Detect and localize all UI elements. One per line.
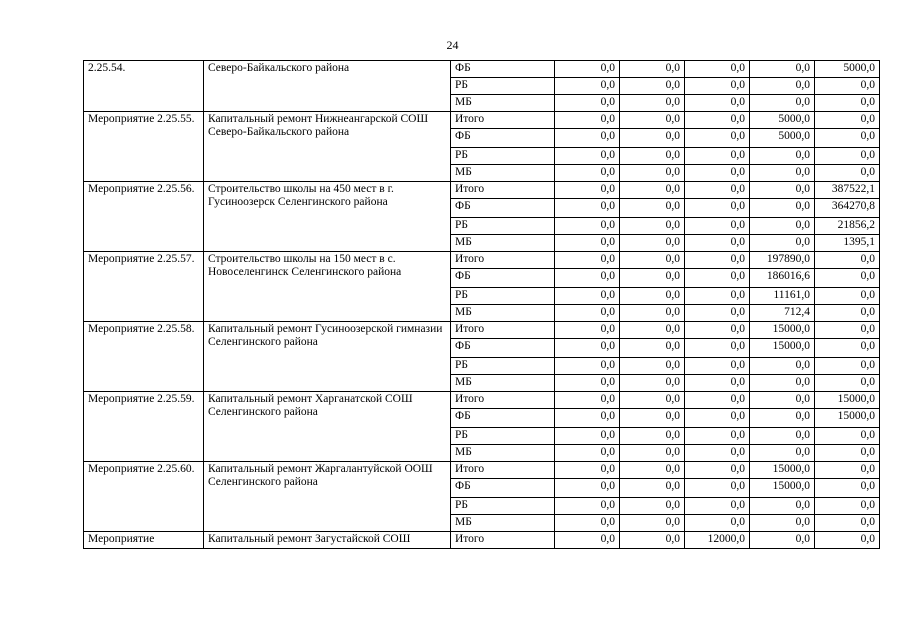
- amount-cell: 0,0: [555, 532, 620, 549]
- amount-cell: 0,0: [620, 515, 685, 532]
- amount-cell: 0,0: [815, 95, 880, 112]
- funding-source-cell: РБ: [451, 78, 555, 95]
- amount-cell: 0,0: [685, 269, 750, 288]
- amount-cell: 0,0: [750, 182, 815, 199]
- amount-cell: 0,0: [620, 479, 685, 498]
- amount-cell: 0,0: [555, 498, 620, 515]
- amount-cell: 0,0: [815, 269, 880, 288]
- funding-source-cell: МБ: [451, 375, 555, 392]
- funding-source-cell: РБ: [451, 498, 555, 515]
- amount-cell: 0,0: [555, 375, 620, 392]
- amount-cell: 0,0: [815, 428, 880, 445]
- measure-name-cell: Капитальный ремонт Гусиноозерской гимназии Селенгинского района: [204, 322, 451, 392]
- funding-source-cell: МБ: [451, 235, 555, 252]
- amount-cell: 0,0: [750, 445, 815, 462]
- amount-cell: 0,0: [555, 428, 620, 445]
- amount-cell: 0,0: [620, 305, 685, 322]
- amount-cell: 15000,0: [815, 392, 880, 409]
- funding-source-cell: ФБ: [451, 199, 555, 218]
- amount-cell: 0,0: [815, 339, 880, 358]
- table-row: [84, 252, 880, 269]
- amount-cell: 0,0: [620, 182, 685, 199]
- amount-cell: 11161,0: [750, 288, 815, 305]
- amount-cell: 0,0: [815, 375, 880, 392]
- amount-cell: 0,0: [685, 339, 750, 358]
- amount-cell: 0,0: [815, 288, 880, 305]
- amount-cell: 5000,0: [750, 112, 815, 129]
- amount-cell: 0,0: [685, 78, 750, 95]
- measure-code-cell: Мероприятие 2.25.59.: [84, 392, 204, 462]
- measure-code-cell: Мероприятие 2.25.58.: [84, 322, 204, 392]
- amount-cell: 15000,0: [750, 462, 815, 479]
- funding-source-cell: МБ: [451, 445, 555, 462]
- amount-cell: 0,0: [555, 148, 620, 165]
- funding-source-cell: РБ: [451, 288, 555, 305]
- amount-cell: 0,0: [620, 165, 685, 182]
- amount-cell: 0,0: [620, 112, 685, 129]
- amount-cell: 0,0: [815, 532, 880, 549]
- amount-cell: 15000,0: [750, 339, 815, 358]
- measure-name-cell: Северо-Байкальского района: [204, 61, 451, 112]
- amount-cell: 0,0: [685, 148, 750, 165]
- amount-cell: 0,0: [620, 428, 685, 445]
- amount-cell: 0,0: [555, 288, 620, 305]
- amount-cell: 0,0: [685, 358, 750, 375]
- amount-cell: 0,0: [815, 129, 880, 148]
- amount-cell: 0,0: [750, 409, 815, 428]
- amount-cell: 0,0: [620, 95, 685, 112]
- funding-source-cell: ФБ: [451, 339, 555, 358]
- amount-cell: 0,0: [555, 112, 620, 129]
- amount-cell: 0,0: [620, 218, 685, 235]
- amount-cell: 0,0: [815, 305, 880, 322]
- amount-cell: 0,0: [685, 165, 750, 182]
- measure-code-cell: 2.25.54.: [84, 61, 204, 112]
- amount-cell: 0,0: [685, 218, 750, 235]
- measure-code-cell: Мероприятие: [84, 532, 204, 549]
- amount-cell: 387522,1: [815, 182, 880, 199]
- amount-cell: 0,0: [620, 375, 685, 392]
- funding-source-cell: ФБ: [451, 269, 555, 288]
- amount-cell: 0,0: [815, 148, 880, 165]
- amount-cell: 0,0: [685, 322, 750, 339]
- amount-cell: 15000,0: [750, 479, 815, 498]
- amount-cell: 0,0: [620, 78, 685, 95]
- amount-cell: 0,0: [555, 358, 620, 375]
- amount-cell: 197890,0: [750, 252, 815, 269]
- amount-cell: 12000,0: [685, 532, 750, 549]
- amount-cell: 0,0: [750, 375, 815, 392]
- funding-source-cell: Итого: [451, 112, 555, 129]
- amount-cell: 21856,2: [815, 218, 880, 235]
- funding-source-cell: РБ: [451, 428, 555, 445]
- amount-cell: 0,0: [815, 322, 880, 339]
- amount-cell: 0,0: [815, 498, 880, 515]
- amount-cell: 0,0: [815, 462, 880, 479]
- amount-cell: 0,0: [750, 95, 815, 112]
- amount-cell: 0,0: [555, 392, 620, 409]
- amount-cell: 0,0: [750, 358, 815, 375]
- amount-cell: 0,0: [555, 165, 620, 182]
- table-row: [84, 322, 880, 339]
- amount-cell: 15000,0: [750, 322, 815, 339]
- funding-source-cell: Итого: [451, 532, 555, 549]
- amount-cell: 0,0: [750, 235, 815, 252]
- amount-cell: 0,0: [750, 532, 815, 549]
- table-body: [84, 61, 880, 549]
- amount-cell: 0,0: [750, 218, 815, 235]
- amount-cell: 0,0: [685, 392, 750, 409]
- table-row: [84, 112, 880, 129]
- table-row: [84, 61, 880, 78]
- amount-cell: 0,0: [750, 515, 815, 532]
- amount-cell: 0,0: [555, 515, 620, 532]
- amount-cell: 0,0: [620, 358, 685, 375]
- amount-cell: 0,0: [750, 148, 815, 165]
- amount-cell: 0,0: [750, 61, 815, 78]
- funding-source-cell: МБ: [451, 95, 555, 112]
- measure-name-cell: Капитальный ремонт Загустайской СОШ: [204, 532, 451, 549]
- amount-cell: 0,0: [815, 78, 880, 95]
- amount-cell: 0,0: [685, 498, 750, 515]
- amount-cell: 5000,0: [750, 129, 815, 148]
- amount-cell: 0,0: [620, 392, 685, 409]
- amount-cell: 0,0: [685, 252, 750, 269]
- amount-cell: 0,0: [555, 322, 620, 339]
- amount-cell: 0,0: [620, 129, 685, 148]
- amount-cell: 0,0: [555, 305, 620, 322]
- amount-cell: 0,0: [685, 129, 750, 148]
- amount-cell: 0,0: [555, 252, 620, 269]
- amount-cell: 0,0: [555, 479, 620, 498]
- amount-cell: 0,0: [750, 392, 815, 409]
- amount-cell: 0,0: [750, 199, 815, 218]
- amount-cell: 0,0: [815, 358, 880, 375]
- funding-source-cell: Итого: [451, 392, 555, 409]
- amount-cell: 0,0: [620, 498, 685, 515]
- funding-source-cell: Итого: [451, 462, 555, 479]
- amount-cell: 0,0: [750, 165, 815, 182]
- funding-source-cell: МБ: [451, 165, 555, 182]
- amount-cell: 0,0: [815, 479, 880, 498]
- amount-cell: 0,0: [685, 409, 750, 428]
- measure-code-cell: Мероприятие 2.25.57.: [84, 252, 204, 322]
- amount-cell: 0,0: [620, 532, 685, 549]
- amount-cell: 0,0: [620, 339, 685, 358]
- measure-name-cell: Капитальный ремонт Жаргалантуйской ООШ Селенгинского района: [204, 462, 451, 532]
- page-number: 24: [446, 38, 459, 52]
- amount-cell: 0,0: [685, 288, 750, 305]
- funding-source-cell: МБ: [451, 305, 555, 322]
- amount-cell: 0,0: [555, 199, 620, 218]
- amount-cell: 1395,1: [815, 235, 880, 252]
- funding-source-cell: МБ: [451, 515, 555, 532]
- funding-source-cell: ФБ: [451, 129, 555, 148]
- amount-cell: 0,0: [815, 252, 880, 269]
- amount-cell: 364270,8: [815, 199, 880, 218]
- amount-cell: 15000,0: [815, 409, 880, 428]
- measure-name-cell: Строительство школы на 150 мест в с. Новоселенгинск Селенгинского района: [204, 252, 451, 322]
- amount-cell: 0,0: [555, 129, 620, 148]
- amount-cell: 0,0: [555, 182, 620, 199]
- amount-cell: 0,0: [750, 428, 815, 445]
- budget-table: [83, 60, 880, 549]
- funding-source-cell: ФБ: [451, 61, 555, 78]
- funding-source-cell: РБ: [451, 218, 555, 235]
- amount-cell: 0,0: [555, 445, 620, 462]
- measure-code-cell: Мероприятие 2.25.56.: [84, 182, 204, 252]
- amount-cell: 0,0: [620, 235, 685, 252]
- amount-cell: 0,0: [750, 498, 815, 515]
- amount-cell: 0,0: [750, 78, 815, 95]
- table-row: [84, 182, 880, 199]
- amount-cell: 0,0: [620, 322, 685, 339]
- amount-cell: 0,0: [620, 252, 685, 269]
- amount-cell: 0,0: [685, 199, 750, 218]
- amount-cell: 0,0: [685, 445, 750, 462]
- amount-cell: 5000,0: [815, 61, 880, 78]
- amount-cell: 0,0: [555, 339, 620, 358]
- amount-cell: 0,0: [685, 479, 750, 498]
- amount-cell: 0,0: [620, 269, 685, 288]
- amount-cell: 0,0: [555, 95, 620, 112]
- funding-source-cell: РБ: [451, 358, 555, 375]
- amount-cell: 0,0: [555, 409, 620, 428]
- amount-cell: 0,0: [685, 462, 750, 479]
- amount-cell: 0,0: [685, 515, 750, 532]
- measure-name-cell: Капитальный ремонт Харганатской СОШ Селенгинского района: [204, 392, 451, 462]
- amount-cell: 0,0: [620, 288, 685, 305]
- table-row: [84, 532, 880, 549]
- amount-cell: 186016,6: [750, 269, 815, 288]
- measure-code-cell: Мероприятие 2.25.55.: [84, 112, 204, 182]
- table-row: [84, 462, 880, 479]
- amount-cell: 0,0: [620, 462, 685, 479]
- funding-source-cell: ФБ: [451, 409, 555, 428]
- measure-code-cell: Мероприятие 2.25.60.: [84, 462, 204, 532]
- funding-source-cell: Итого: [451, 252, 555, 269]
- amount-cell: 0,0: [620, 409, 685, 428]
- amount-cell: 0,0: [555, 218, 620, 235]
- measure-name-cell: Строительство школы на 450 мест в г. Гусиноозерск Селенгинского района: [204, 182, 451, 252]
- amount-cell: 0,0: [685, 235, 750, 252]
- amount-cell: 0,0: [815, 515, 880, 532]
- amount-cell: 0,0: [620, 148, 685, 165]
- measure-name-cell: Капитальный ремонт Нижнеангарской СОШ Северо-Байкальского района: [204, 112, 451, 182]
- amount-cell: 0,0: [620, 445, 685, 462]
- amount-cell: 0,0: [620, 61, 685, 78]
- funding-source-cell: Итого: [451, 182, 555, 199]
- funding-source-cell: РБ: [451, 148, 555, 165]
- amount-cell: 0,0: [685, 428, 750, 445]
- amount-cell: 0,0: [555, 462, 620, 479]
- amount-cell: 0,0: [685, 305, 750, 322]
- amount-cell: 0,0: [685, 182, 750, 199]
- table-row: [84, 392, 880, 409]
- amount-cell: 0,0: [555, 78, 620, 95]
- funding-source-cell: Итого: [451, 322, 555, 339]
- amount-cell: 0,0: [685, 112, 750, 129]
- amount-cell: 0,0: [685, 375, 750, 392]
- amount-cell: 0,0: [815, 112, 880, 129]
- funding-source-cell: ФБ: [451, 479, 555, 498]
- amount-cell: 0,0: [555, 235, 620, 252]
- amount-cell: 0,0: [620, 199, 685, 218]
- amount-cell: 0,0: [555, 61, 620, 78]
- amount-cell: 0,0: [815, 445, 880, 462]
- amount-cell: 0,0: [815, 165, 880, 182]
- amount-cell: 0,0: [685, 61, 750, 78]
- amount-cell: 0,0: [555, 269, 620, 288]
- amount-cell: 712,4: [750, 305, 815, 322]
- amount-cell: 0,0: [685, 95, 750, 112]
